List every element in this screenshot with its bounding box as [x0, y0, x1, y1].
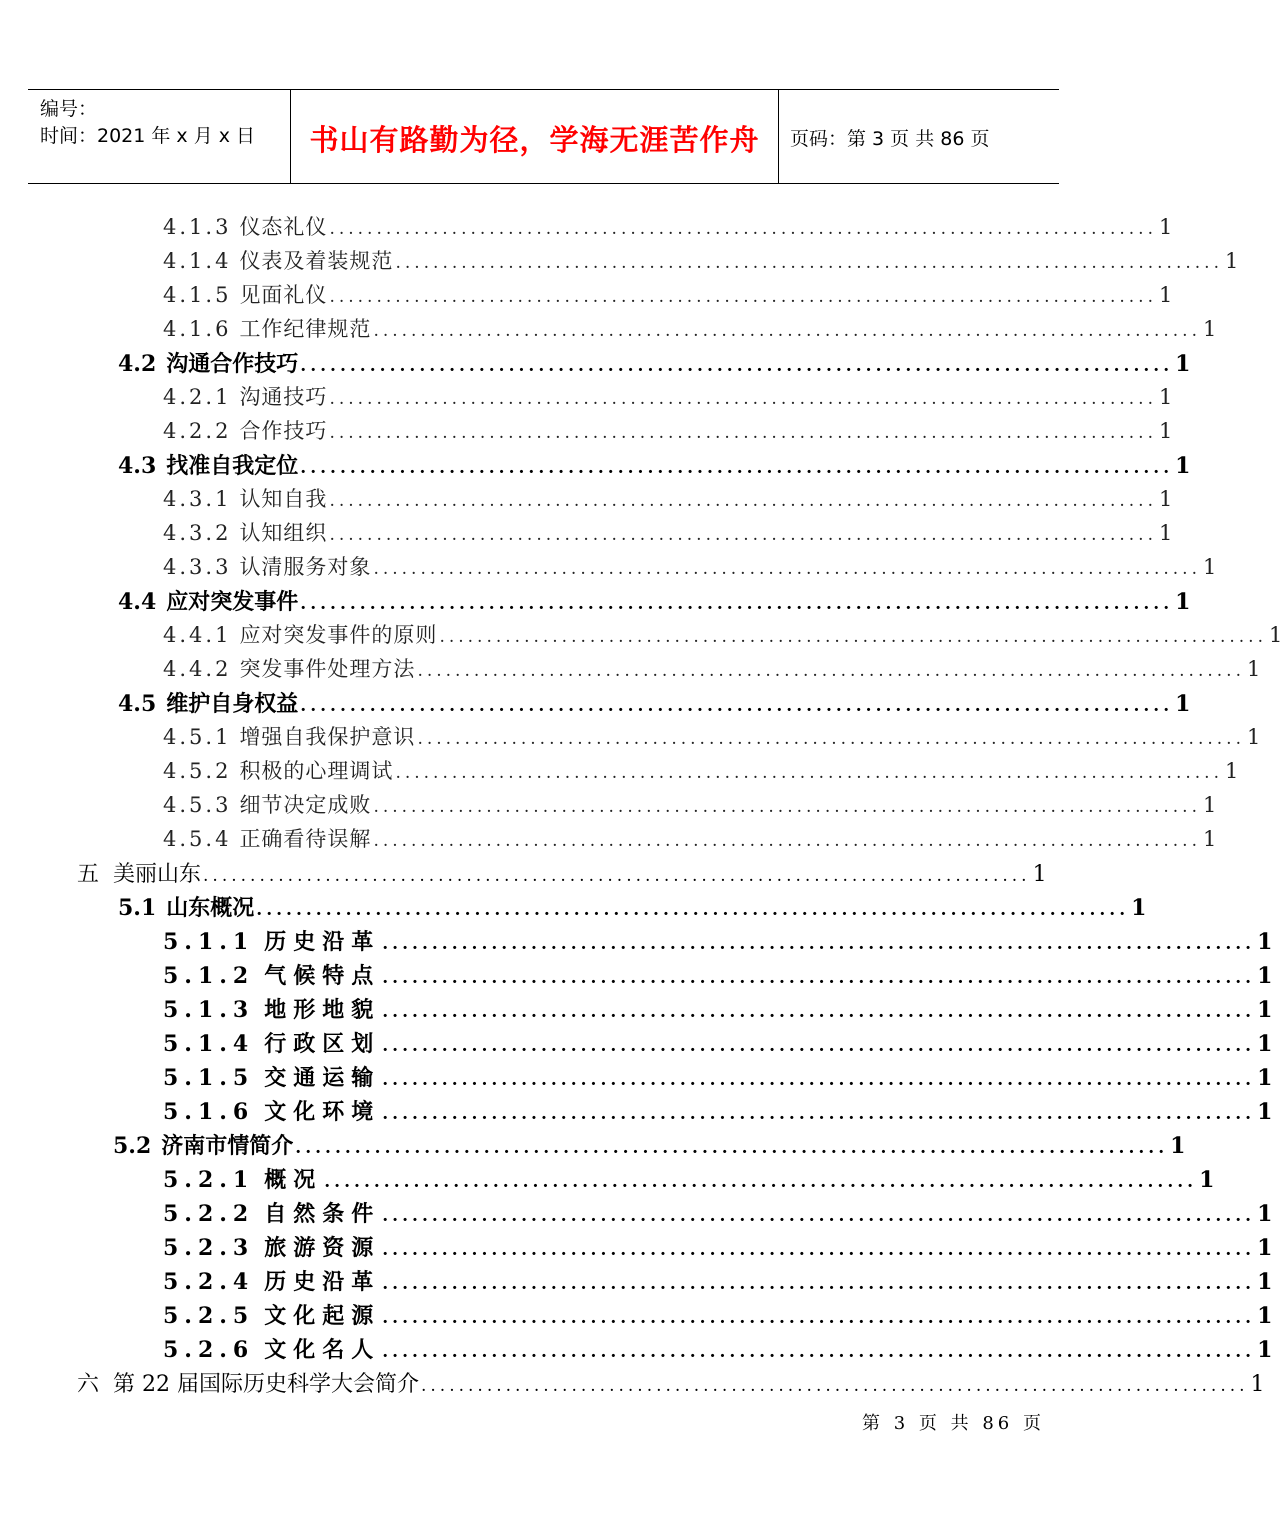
- toc-entry-page: 1: [1224, 249, 1239, 273]
- toc-leader: ........................................................................................: [417, 661, 1245, 681]
- toc-leader: ........................................................................................: [439, 627, 1267, 647]
- toc-entry-page: 1: [1170, 1133, 1186, 1159]
- toc-entry[interactable]: [163, 1163, 1215, 1197]
- toc-entry-page: 1: [1202, 827, 1217, 851]
- toc-section-title: 济南市情简介: [161, 1133, 294, 1159]
- toc-entry-page: 1: [1257, 997, 1273, 1023]
- toc-entry-title: 见面礼仪: [239, 283, 328, 307]
- toc-entry-page: 1: [1257, 1099, 1273, 1125]
- toc-entry-number: 4.3.1: [163, 487, 232, 511]
- toc-leader: ........................................................................................: [382, 934, 1256, 954]
- toc-leader: ........................................................................................: [382, 1002, 1256, 1022]
- toc-entry-title: 仪态礼仪: [239, 215, 328, 239]
- toc-entry-title: 沟通技巧: [239, 385, 328, 409]
- toc-entry-page: 1: [1250, 1372, 1265, 1397]
- toc-entry-page: 1: [1246, 657, 1261, 681]
- number-label: 编号：: [40, 98, 98, 120]
- toc-entry-page: 1: [1202, 793, 1217, 817]
- toc-entry-title: 认知自我: [239, 487, 328, 511]
- toc-entry[interactable]: [163, 551, 1217, 585]
- toc-section[interactable]: [118, 585, 1191, 619]
- toc-entry[interactable]: [163, 211, 1173, 245]
- document-header: [28, 89, 1059, 184]
- toc-entry-number: 4.1.6: [163, 317, 232, 341]
- toc-entry-page: 1: [1131, 895, 1147, 921]
- toc-chapter-title: 第 22 届国际历史科学大会简介: [113, 1372, 419, 1397]
- toc-entry-title: 地形地貌: [264, 997, 381, 1023]
- toc-entry[interactable]: [163, 755, 1239, 789]
- toc-leader: ........................................................................................: [373, 321, 1201, 341]
- toc-entry-title: 工作纪律规范: [239, 317, 372, 341]
- toc-entry-page: 1: [1032, 862, 1047, 887]
- toc-leader: ........................................................................................: [300, 696, 1174, 716]
- toc-section-title: 应对突发事件: [166, 589, 299, 615]
- toc-entry-page: 1: [1175, 351, 1191, 377]
- toc-entry[interactable]: [163, 959, 1273, 993]
- toc-leader: ........................................................................................: [395, 253, 1223, 273]
- toc-entry-title: 增强自我保护意识: [239, 725, 416, 749]
- header-page-cell: [778, 90, 1059, 183]
- toc-entry-number: 5.2.1: [163, 1167, 255, 1193]
- toc-leader: ........................................................................................: [382, 1036, 1256, 1056]
- toc-entry-number: 5.1.1: [163, 929, 255, 955]
- toc-entry-title: 交通运输: [264, 1065, 381, 1091]
- toc-entry[interactable]: [163, 1197, 1273, 1231]
- page-info: 页码：第 3 页 共 86 页: [790, 128, 990, 150]
- toc-leader: ........................................................................................: [382, 968, 1256, 988]
- toc-entry-page: 1: [1257, 1235, 1273, 1261]
- toc-leader: ........................................................................................: [256, 900, 1130, 920]
- toc-chapter-number: 五: [77, 862, 100, 887]
- toc-entry-page: 1: [1257, 1303, 1273, 1329]
- toc-leader: ........................................................................................: [329, 219, 1157, 239]
- toc-entry-page: 1: [1202, 555, 1217, 579]
- toc-chapter-number: 六: [77, 1372, 100, 1397]
- toc-entry-page: 1: [1257, 1269, 1273, 1295]
- toc-entry-number: 5.2.6: [163, 1337, 255, 1363]
- toc-entry[interactable]: [163, 1061, 1273, 1095]
- toc-entry-title: 文化起源: [264, 1303, 381, 1329]
- toc-entry[interactable]: [163, 1333, 1273, 1367]
- toc-entry-number: 4.1.4: [163, 249, 232, 273]
- toc-entry-page: 1: [1175, 453, 1191, 479]
- toc-leader: ........................................................................................: [300, 594, 1174, 614]
- toc-leader: ........................................................................................: [373, 797, 1201, 817]
- toc-section[interactable]: [118, 347, 1191, 381]
- toc-entry-title: 历史沿革: [264, 1269, 381, 1295]
- toc-entry-title: 认知组织: [239, 521, 328, 545]
- toc-entry-page: 1: [1257, 963, 1273, 989]
- toc-entry-title: 文化环境: [264, 1099, 381, 1125]
- toc-entry-number: 4.5.2: [163, 759, 232, 783]
- toc-leader: ........................................................................................: [295, 1138, 1169, 1158]
- toc-section[interactable]: [118, 449, 1191, 483]
- toc-entry[interactable]: [163, 483, 1173, 517]
- toc-chapter-title: 美丽山东: [113, 862, 202, 887]
- toc-leader: ........................................................................................: [382, 1070, 1256, 1090]
- toc-entry[interactable]: [163, 381, 1173, 415]
- toc-entry-title: 行政区划: [264, 1031, 381, 1057]
- toc-leader: ........................................................................................: [329, 491, 1157, 511]
- toc-entry[interactable]: [163, 279, 1173, 313]
- toc-entry[interactable]: [163, 619, 1282, 653]
- toc-entry-page: 1: [1224, 759, 1239, 783]
- toc-section[interactable]: [118, 687, 1191, 721]
- toc-entry-page: 1: [1158, 419, 1173, 443]
- toc-chapter[interactable]: [77, 857, 1047, 891]
- toc-leader: ........................................................................................: [395, 763, 1223, 783]
- toc-entry-page: 1: [1158, 521, 1173, 545]
- toc-leader: ........................................................................................: [382, 1342, 1256, 1362]
- toc-entry-number: 5.2.2: [163, 1201, 255, 1227]
- time-label: 时间：2021 年 x 月 x 日: [40, 125, 256, 147]
- toc-entry[interactable]: [163, 1095, 1273, 1129]
- toc-entry-page: 1: [1158, 487, 1173, 511]
- toc-leader: ........................................................................................: [329, 287, 1157, 307]
- toc-section-title: 维护自身权益: [166, 691, 299, 717]
- toc-entry-page: 1: [1257, 1201, 1273, 1227]
- toc-entry-page: 1: [1246, 725, 1261, 749]
- toc-entry-number: 5.1.3: [163, 997, 255, 1023]
- toc-section-number: 4.5: [118, 691, 157, 717]
- toc-leader: ........................................................................................: [300, 356, 1174, 376]
- toc-entry-page: 1: [1158, 283, 1173, 307]
- toc-entry-title: 自然条件: [264, 1201, 381, 1227]
- toc-section-number: 5.2: [113, 1133, 152, 1159]
- toc-section-title: 找准自我定位: [166, 453, 299, 479]
- toc-entry-page: 1: [1268, 623, 1282, 647]
- toc-leader: ........................................................................................: [382, 1240, 1256, 1260]
- toc-entry-title: 历史沿革: [264, 929, 381, 955]
- toc-entry-page: 1: [1257, 1065, 1273, 1091]
- toc-entry-page: 1: [1257, 929, 1273, 955]
- toc-entry[interactable]: [163, 1265, 1273, 1299]
- toc-section-number: 4.3: [118, 453, 157, 479]
- toc-section[interactable]: [118, 891, 1147, 925]
- toc-leader: ........................................................................................: [329, 423, 1157, 443]
- header-meta-cell: [28, 90, 290, 183]
- toc-entry-number: 5.2.5: [163, 1303, 255, 1329]
- toc-leader: ........................................................................................: [382, 1104, 1256, 1124]
- toc-entry-number: 4.3.2: [163, 521, 232, 545]
- toc-entry[interactable]: [163, 823, 1217, 857]
- toc-entry-number: 4.4.2: [163, 657, 232, 681]
- toc-entry[interactable]: [163, 721, 1261, 755]
- toc-entry-number: 5.1.2: [163, 963, 255, 989]
- toc-entry[interactable]: [163, 925, 1273, 959]
- toc-chapter[interactable]: [77, 1367, 1265, 1401]
- toc-entry-title: 气候特点: [264, 963, 381, 989]
- toc-entry-title: 概况: [264, 1167, 323, 1193]
- toc-section-title: 山东概况: [166, 895, 255, 921]
- toc-entry-number: 4.5.4: [163, 827, 232, 851]
- toc-entry[interactable]: [163, 245, 1239, 279]
- toc-leader: ........................................................................................: [417, 729, 1245, 749]
- toc-entry-number: 4.2.1: [163, 385, 232, 409]
- toc-entry-page: 1: [1158, 215, 1173, 239]
- page-footer: 第 3 页 共 86 页: [862, 1413, 1045, 1434]
- toc-entry-number: 4.5.3: [163, 793, 232, 817]
- toc-entry-title: 仪表及着装规范: [239, 249, 394, 273]
- toc-entry[interactable]: [163, 653, 1261, 687]
- toc-entry[interactable]: [163, 415, 1173, 449]
- motto-text: 书山有路勤为径，学海无涯苦作舟: [309, 123, 760, 157]
- toc-entry-number: 4.1.5: [163, 283, 232, 307]
- toc-entry-title: 旅游资源: [264, 1235, 381, 1261]
- toc-section-number: 5.1: [118, 895, 157, 921]
- toc-entry-page: 1: [1257, 1337, 1273, 1363]
- toc-entry[interactable]: [163, 789, 1217, 823]
- toc-entry[interactable]: [163, 313, 1217, 347]
- toc-leader: ........................................................................................: [324, 1172, 1198, 1192]
- toc-entry[interactable]: [163, 1299, 1273, 1333]
- toc-entry-number: 5.2.3: [163, 1235, 255, 1261]
- toc-leader: ........................................................................................: [329, 389, 1157, 409]
- toc-leader: ........................................................................................: [382, 1308, 1256, 1328]
- toc-entry-number: 4.3.3: [163, 555, 232, 579]
- toc-entry-page: 1: [1158, 385, 1173, 409]
- toc-leader: ........................................................................................: [421, 1376, 1249, 1396]
- toc-leader: ........................................................................................: [373, 559, 1201, 579]
- toc-leader: ........................................................................................: [300, 458, 1174, 478]
- toc-entry-page: 1: [1257, 1031, 1273, 1057]
- toc-entry-number: 5.2.4: [163, 1269, 255, 1295]
- toc-entry-number: 5.1.5: [163, 1065, 255, 1091]
- toc-leader: ........................................................................................: [382, 1206, 1256, 1226]
- toc-entry-number: 5.1.6: [163, 1099, 255, 1125]
- toc-entry-title: 积极的心理调试: [239, 759, 394, 783]
- toc-entry-title: 合作技巧: [239, 419, 328, 443]
- toc-entry-page: 1: [1175, 589, 1191, 615]
- toc-entry-number: 5.1.4: [163, 1031, 255, 1057]
- toc-leader: ........................................................................................: [329, 525, 1157, 545]
- toc-entry-title: 认清服务对象: [239, 555, 372, 579]
- toc-entry[interactable]: [163, 1231, 1273, 1265]
- toc-entry-page: 1: [1199, 1167, 1215, 1193]
- toc-entry-title: 正确看待误解: [239, 827, 372, 851]
- toc-leader: ........................................................................................: [382, 1274, 1256, 1294]
- toc-entry-number: 4.1.3: [163, 215, 232, 239]
- toc-entry-title: 突发事件处理方法: [239, 657, 416, 681]
- toc-section-title: 沟通合作技巧: [166, 351, 299, 377]
- toc-entry[interactable]: [163, 993, 1273, 1027]
- toc-entry-page: 1: [1202, 317, 1217, 341]
- toc-leader: ........................................................................................: [203, 866, 1031, 886]
- toc-entry-number: 4.2.2: [163, 419, 232, 443]
- toc-section[interactable]: [113, 1129, 1186, 1163]
- header-motto-cell: [290, 90, 779, 183]
- toc-entry-title: 细节决定成败: [239, 793, 372, 817]
- toc-entry[interactable]: [163, 1027, 1273, 1061]
- toc-entry-page: 1: [1175, 691, 1191, 717]
- toc-entry-title: 文化名人: [264, 1337, 381, 1363]
- toc-leader: ........................................................................................: [373, 831, 1201, 851]
- toc-section-number: 4.4: [118, 589, 157, 615]
- toc-section-number: 4.2: [118, 351, 157, 377]
- toc-entry-number: 4.4.1: [163, 623, 232, 647]
- toc-entry-title: 应对突发事件的原则: [239, 623, 438, 647]
- toc-entry-number: 4.5.1: [163, 725, 232, 749]
- toc-entry[interactable]: [163, 517, 1173, 551]
